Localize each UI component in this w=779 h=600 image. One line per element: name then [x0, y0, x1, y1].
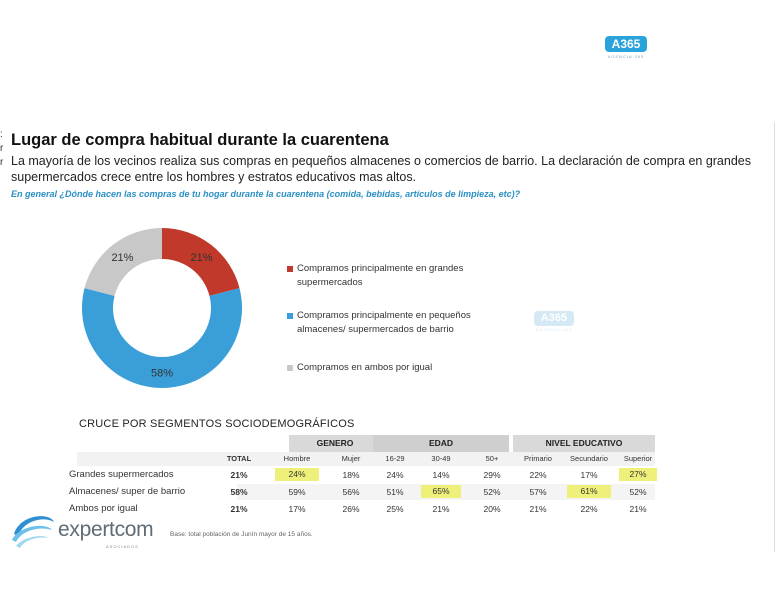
col-header: Primario: [524, 454, 552, 463]
cell-value: 61%: [580, 486, 598, 496]
col-header: 50+: [485, 454, 499, 463]
swirl-icon: [10, 504, 58, 552]
cell-value: 57%: [529, 487, 547, 497]
table-cell: [219, 501, 259, 517]
table-cell: [219, 467, 259, 483]
table-cell: [373, 484, 417, 500]
table-cell: [327, 484, 375, 500]
table-cell: [513, 484, 563, 500]
cell-value: 24%: [288, 469, 306, 479]
table-cell: [513, 501, 563, 517]
table-cell: [567, 485, 611, 498]
table-cell: [417, 501, 465, 517]
col-header: Hombre: [283, 454, 311, 463]
expertcom-wordmark: expertcom: [58, 518, 154, 541]
col-header: 30-49: [431, 454, 451, 463]
table-cell: [471, 501, 513, 517]
legend-item-supermercados: [287, 262, 507, 290]
table-cell: [271, 484, 323, 500]
table-cell: [327, 467, 375, 483]
donut-slice-label: 58%: [150, 367, 174, 380]
donut-chart: [80, 226, 244, 390]
table-cell: [563, 467, 615, 483]
col-header: TOTAL: [226, 454, 252, 463]
legend-swatch-blue: [287, 313, 293, 319]
cell-value: 21%: [230, 470, 248, 480]
table-cell: [421, 485, 461, 498]
table-cell: [615, 484, 661, 500]
table-cell: [563, 501, 615, 517]
agency-logo-badge: A365: [605, 36, 647, 52]
table-cell: [417, 467, 465, 483]
row-label: Ambos por igual: [69, 503, 138, 514]
cell-value: 51%: [386, 487, 404, 497]
table-row: [69, 467, 657, 483]
table-cell: [471, 484, 513, 500]
table-cell: [219, 484, 259, 500]
group-header-edad: EDAD: [373, 435, 509, 452]
cell-value: 52%: [483, 487, 501, 497]
expertcom-logo: [10, 504, 160, 554]
legend-swatch-red: [287, 266, 293, 272]
cell-value: 22%: [580, 504, 598, 514]
cell-value: 21%: [529, 504, 547, 514]
legend-label: Compramos en ambos por igual: [297, 362, 433, 373]
watermark-logo: [533, 311, 575, 332]
cell-value: 56%: [342, 487, 360, 497]
cell-value: 52%: [629, 487, 647, 497]
cell-value: 22%: [529, 470, 547, 480]
legend-item-almacenes: [287, 309, 507, 337]
cell-value: 65%: [432, 486, 450, 496]
table-cell: [327, 501, 375, 517]
table-cell: [471, 467, 513, 483]
watermark-badge: A365: [534, 311, 574, 326]
table-column-header: [77, 452, 655, 466]
table-row: [69, 484, 657, 500]
cell-value: 27%: [629, 469, 647, 479]
col-header: Secundario: [570, 454, 608, 463]
donut-slice-label: 21%: [111, 252, 134, 265]
cell-value: 21%: [432, 504, 450, 514]
agency-logo: [604, 36, 648, 59]
col-header: Superior: [623, 454, 653, 463]
cell-value: 17%: [288, 504, 306, 514]
group-header-genero: GENERO: [289, 435, 381, 452]
cell-value: 17%: [580, 470, 598, 480]
cell-value: 21%: [629, 504, 647, 514]
cell-value: 29%: [483, 470, 501, 480]
cell-value: 20%: [483, 504, 501, 514]
agency-logo-subtext: AGENCIA 365: [607, 54, 645, 59]
legend-swatch-gray: [287, 365, 293, 371]
donut-slice-label: 21%: [190, 252, 213, 265]
cell-value: 25%: [386, 504, 404, 514]
table-cell: [275, 468, 319, 481]
table-cell: [619, 468, 657, 481]
table-cell: [513, 467, 563, 483]
slide-title: Lugar de compra habitual durante la cuarentena: [11, 131, 389, 149]
cell-value: 14%: [432, 470, 450, 480]
cell-value: 18%: [342, 470, 360, 480]
expertcom-subtext: ASOCIADOS: [106, 544, 139, 549]
cell-value: 26%: [342, 504, 360, 514]
cell-value: 24%: [386, 470, 404, 480]
cell-value: 21%: [230, 504, 248, 514]
legend-label: Compramos principalmente en grandes supermercados: [297, 263, 464, 288]
table-cell: [615, 501, 661, 517]
group-header-nivel-educativo: NIVEL EDUCATIVO: [513, 435, 655, 452]
col-header: Mujer: [341, 454, 361, 463]
col-header: 16-29: [385, 454, 405, 463]
row-label: Almacenes/ super de barrio: [69, 486, 186, 497]
table-group-header: [77, 435, 655, 452]
legend-item-ambos: [287, 361, 432, 375]
table-cell: [271, 501, 323, 517]
legend-label: Compramos principalmente en pequeños almacenes/ supermercados de barrio: [297, 310, 471, 335]
cropped-edge-text: : r r: [0, 129, 4, 168]
survey-question: En general ¿Dónde hacen las compras de tu hogar durante la cuarentena (comida, bebidas, artículos de limpieza, etc)?: [11, 189, 521, 199]
row-label: Grandes supermercados: [69, 469, 174, 480]
segment-table-title: CRUCE POR SEGMENTOS SOCIODEMOGRÁFICOS: [79, 418, 355, 430]
cell-value: 59%: [288, 487, 306, 497]
slide-subtitle: La mayoría de los vecinos realiza sus compras en pequeños almacenes o comercios de barrio. La declaración de compra en grandes supermercados crece entre los hombres y estratos educativos mas altos.: [11, 154, 751, 184]
table-cell: [373, 501, 417, 517]
cell-value: 58%: [230, 487, 248, 497]
table-cell: [373, 467, 417, 483]
watermark-subtext: AGENCIA 365: [535, 327, 573, 332]
base-note: Base: total población de Junín mayor de 15 años.: [170, 531, 313, 538]
